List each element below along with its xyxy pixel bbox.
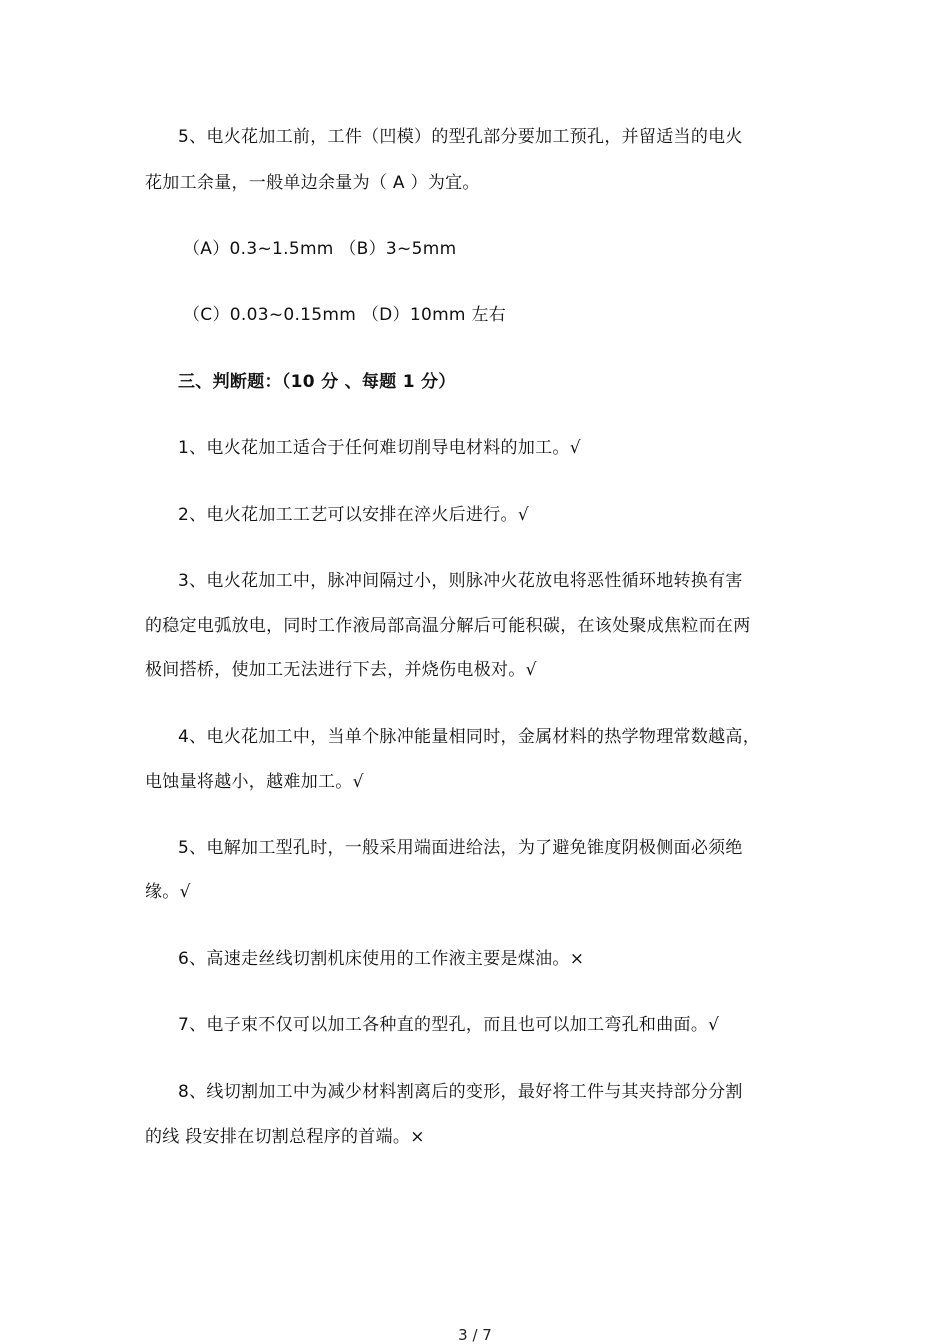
tf-q7: 7、电子束不仅可以加工各种直的型孔，而且也可以加工弯孔和曲面。√ [178, 1015, 720, 1035]
tf-q3-line1: 3、电火花加工中，脉冲间隔过小，则脉冲火花放电将恶性循环地转换有害 [178, 571, 743, 591]
tf-q6: 6、高速走丝线切割机床使用的工作液主要是煤油。× [178, 949, 585, 969]
mc5-line2: 花加工余量，一般单边余量为（ A ）为宜。 [145, 173, 480, 193]
mc5-options-ab: （A）0.3~1.5mm （B）3~5mm [183, 239, 457, 259]
tf-q5-line2: 缘。√ [145, 882, 191, 902]
tf-q8-line1: 8、线切割加工中为减少材料割离后的变形，最好将工件与其夹持部分分割 [178, 1082, 743, 1102]
tf-q3-line2: 的稳定电弧放电，同时工作液局部高温分解后可能积碳，在该处聚成焦粒而在两 [145, 616, 751, 636]
tf-q5-line1: 5、电解加工型孔时，一般采用端面进给法，为了避免锥度阴极侧面必须绝 [178, 838, 743, 858]
tf-q8-line2: 的线 段安排在切割总程序的首端。× [145, 1127, 425, 1147]
tf-q2: 2、电火花加工工艺可以安排在淬火后进行。√ [178, 505, 529, 525]
page-number: 3 / 7 [458, 1326, 492, 1344]
mc5-options-cd: （C）0.03~0.15mm （D）10mm 左右 [183, 305, 507, 325]
tf-q4-line1: 4、电火花加工中，当单个脉冲能量相同时，金属材料的热学物理常数越高， [178, 727, 761, 747]
section3-heading: 三、判断题：（10 分 、每题 1 分） [178, 372, 456, 392]
mc5-line1: 5、电火花加工前，工件（凹模）的型孔部分要加工预孔，并留适当的电火 [178, 127, 743, 147]
tf-q1: 1、电火花加工适合于任何难切削导电材料的加工。√ [178, 438, 581, 458]
tf-q4-line2: 电蚀量将越小，越难加工。√ [145, 772, 364, 792]
tf-q3-line3: 极间搭桥，使加工无法进行下去，并烧伤电极对。√ [145, 660, 537, 680]
